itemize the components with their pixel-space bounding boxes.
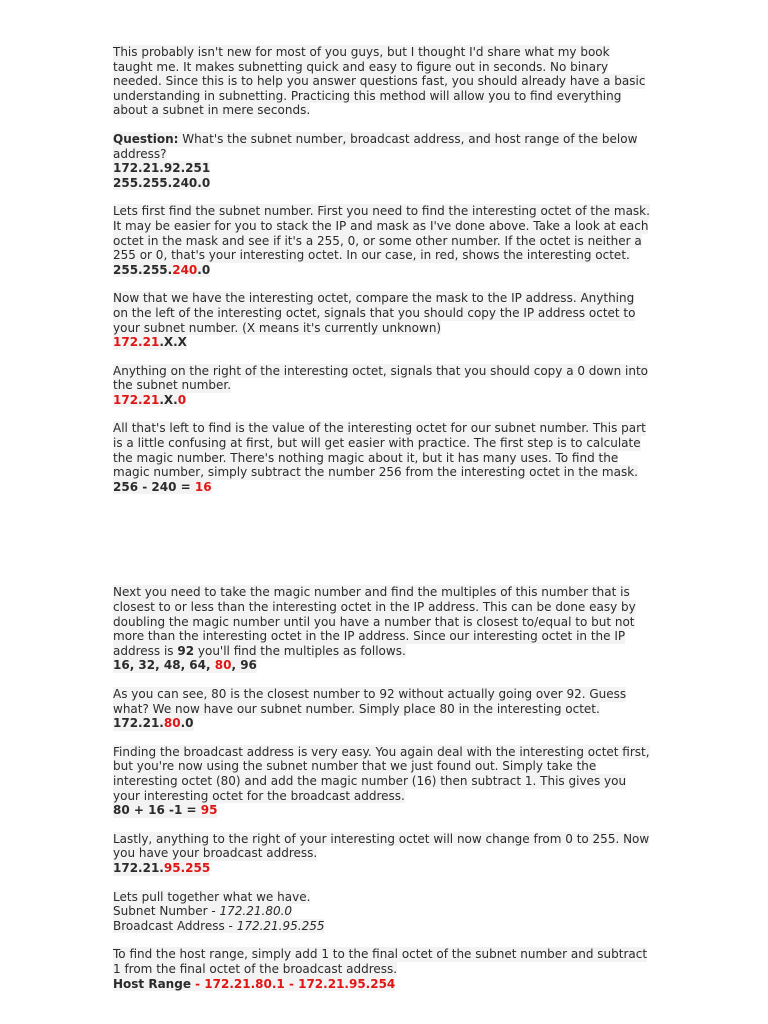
text-line bbox=[113, 60, 608, 75]
text-line bbox=[113, 378, 231, 393]
text-line bbox=[113, 846, 317, 861]
text-line bbox=[113, 904, 292, 919]
paragraph-spacer bbox=[113, 407, 658, 421]
bold-text: .X. bbox=[159, 392, 178, 407]
paragraph-broadcast-address bbox=[113, 832, 658, 876]
highlighted-value: 16 bbox=[194, 479, 212, 494]
highlighted-value: 0 bbox=[177, 392, 187, 407]
bold-text: .0 bbox=[197, 262, 211, 277]
highlighted-value: 95 bbox=[200, 803, 218, 818]
text-line bbox=[113, 585, 630, 600]
paragraph-spacer bbox=[113, 933, 658, 947]
text-segment: on the left of the interesting octet, signals that you should copy the IP address octet to bbox=[113, 305, 636, 320]
paragraph-spacer bbox=[113, 118, 658, 132]
text-segment: 1 from the final octet of the broadcast address. bbox=[113, 961, 398, 976]
text-line bbox=[113, 204, 650, 219]
text-line bbox=[113, 161, 210, 176]
text-line bbox=[113, 364, 648, 379]
text-segment: As you can see, 80 is the closest number to 92 without actually going over 92. Guess bbox=[113, 687, 627, 701]
text-segment: is a little confusing at first, but will get easier with practice. The first step is to calculate bbox=[113, 436, 641, 451]
text-line bbox=[113, 947, 647, 962]
text-segment: you have your broadcast address. bbox=[113, 846, 318, 861]
paragraph-spacer bbox=[113, 876, 658, 890]
paragraph-subnet-number bbox=[113, 687, 658, 731]
text-line bbox=[113, 644, 406, 659]
text-segment: closest to or less than the interesting octet in the IP address. This can be done easy by bbox=[113, 600, 636, 615]
paragraph-spacer bbox=[113, 190, 658, 204]
text-line bbox=[113, 600, 636, 615]
text-line bbox=[113, 421, 646, 436]
paragraph-spacer bbox=[113, 818, 658, 832]
text-segment: the magic number. There's nothing magic about it, but it has many uses. To find the bbox=[113, 450, 619, 465]
text-segment: To find the host range, simply add 1 to the final octet of the subnet number and subtract bbox=[113, 947, 648, 962]
text-line bbox=[113, 465, 638, 480]
text-line bbox=[113, 74, 645, 89]
text-segment: magic number, simply subtract the number 256 from the interesting octet in the mask. bbox=[113, 465, 638, 480]
text-segment: Lastly, anything to the right of your interesting octet will now change from 0 to 255. Now bbox=[113, 831, 650, 846]
text-segment: Lets pull together what we have. bbox=[113, 889, 311, 904]
text-segment: Anything on the right of the interesting octet, signals that you should copy a 0 down into bbox=[113, 363, 648, 378]
bold-text: 255.255.240.0 bbox=[113, 175, 211, 190]
text-segment: understanding in subnetting. Practicing this method will allow you to find everything bbox=[113, 88, 622, 103]
text-segment: octet in the mask and see if it's a 255, 0, or some other number. If the octet is neither a bbox=[113, 233, 642, 248]
text-line bbox=[113, 832, 649, 847]
paragraph-multiples bbox=[113, 585, 658, 673]
text-segment: Broadcast Address - bbox=[113, 918, 237, 933]
bold-text: Question: bbox=[113, 131, 179, 146]
text-line bbox=[113, 451, 618, 466]
text-segment: needed. Since this is to help you answer questions fast, you should already have a basic bbox=[113, 74, 646, 89]
highlighted-value: 172.21.80.1 - 172.21.95.254 bbox=[204, 976, 396, 991]
bold-text: 172.21.92.251 bbox=[113, 161, 211, 176]
bold-text: 172.21. bbox=[113, 716, 164, 731]
italic-value: 172.21.80.0 bbox=[219, 904, 293, 919]
bold-text: 172.21. bbox=[113, 860, 164, 875]
text-segment: but you're now using the subnet number that we just found out. Simply take the bbox=[113, 759, 597, 774]
paragraph-spacer bbox=[113, 731, 658, 745]
text-line bbox=[113, 615, 635, 630]
bold-text: .0 bbox=[180, 716, 194, 731]
paragraph-find-interesting-octet bbox=[113, 204, 658, 277]
text-line bbox=[113, 480, 212, 495]
text-segment: address is bbox=[113, 643, 178, 658]
text-line bbox=[113, 234, 642, 249]
paragraph-spacer bbox=[113, 277, 658, 291]
text-line bbox=[113, 789, 405, 804]
text-segment: It may be easier for you to stack the IP and mask as I've done above. Take a look at each bbox=[113, 218, 649, 233]
document-body bbox=[113, 45, 658, 991]
text-line bbox=[113, 219, 648, 234]
text-line bbox=[113, 103, 310, 118]
text-line bbox=[113, 132, 637, 147]
text-line bbox=[113, 977, 395, 992]
text-line bbox=[113, 687, 626, 702]
highlighted-value: 80 bbox=[163, 716, 181, 731]
text-segment: the subnet number. bbox=[113, 378, 232, 393]
paragraph-host-range bbox=[113, 947, 658, 991]
text-line bbox=[113, 291, 634, 306]
highlighted-value: - bbox=[190, 976, 205, 991]
text-segment: What's the subnet number, broadcast address, and host range of the below bbox=[178, 131, 638, 146]
paragraph-compare-left bbox=[113, 291, 658, 349]
text-line bbox=[113, 658, 257, 673]
text-segment: Now that we have the interesting octet, compare the mask to the IP address. Anything bbox=[113, 291, 635, 306]
text-segment: your subnet number. (X means it's currently unknown) bbox=[113, 320, 442, 335]
text-segment: interesting octet (80) and add the magic number (16) then subtract 1. This gives you bbox=[113, 773, 627, 788]
highlighted-value: 240 bbox=[172, 262, 198, 277]
text-line bbox=[113, 745, 650, 760]
paragraph-broadcast-octet bbox=[113, 745, 658, 818]
text-segment: about a subnet in mere seconds. bbox=[113, 103, 311, 118]
text-line bbox=[113, 702, 600, 717]
paragraph-magic-number bbox=[113, 421, 658, 494]
text-line bbox=[113, 861, 210, 876]
bold-text: , 96 bbox=[231, 658, 257, 673]
text-line bbox=[113, 716, 194, 731]
text-line bbox=[113, 321, 441, 336]
bold-text: 92 bbox=[177, 643, 195, 658]
highlighted-value: 80 bbox=[214, 658, 232, 673]
text-line bbox=[113, 176, 210, 191]
text-line bbox=[113, 962, 397, 977]
text-line bbox=[113, 335, 187, 350]
text-line bbox=[113, 803, 217, 818]
bold-text: 16, 32, 48, 64, bbox=[113, 658, 215, 673]
text-segment: more than the interesting octet in the IP address. Since our interesting octet in the IP bbox=[113, 629, 626, 644]
text-line bbox=[113, 890, 310, 905]
bold-text: 255.255. bbox=[113, 262, 173, 277]
text-segment: doubling the magic number until you have a number that is closest to/equal to but not bbox=[113, 614, 635, 629]
paragraph-summary bbox=[113, 890, 658, 934]
text-segment: Lets first find the subnet number. First you need to find the interesting octet of the mask. bbox=[113, 204, 650, 219]
paragraph-intro bbox=[113, 45, 658, 118]
text-segment: taught me. It makes subnetting quick and easy to figure out in seconds. No binary bbox=[113, 59, 609, 74]
text-line bbox=[113, 45, 610, 60]
paragraph-compare-right bbox=[113, 364, 658, 408]
text-segment: Next you need to take the magic number and find the multiples of this number that is bbox=[113, 585, 630, 600]
text-segment: what? We now have our subnet number. Simply place 80 in the interesting octet. bbox=[113, 701, 600, 716]
text-line bbox=[113, 393, 186, 408]
text-segment: your interesting octet for the broadcast address. bbox=[113, 788, 405, 803]
text-segment: Finding the broadcast address is very easy. You again deal with the interesting octet first, bbox=[113, 744, 650, 759]
bold-text: 80 + 16 -1 = bbox=[113, 803, 201, 818]
paragraph-spacer bbox=[113, 350, 658, 364]
text-line bbox=[113, 263, 210, 278]
text-line bbox=[113, 89, 621, 104]
highlighted-value: 172.21 bbox=[113, 335, 160, 350]
text-segment: This probably isn't new for most of you guys, but I thought I'd share what my book bbox=[113, 45, 610, 59]
highlighted-value: 172.21 bbox=[113, 392, 160, 407]
text-line bbox=[113, 248, 630, 263]
text-line bbox=[113, 436, 641, 451]
text-line bbox=[113, 306, 635, 321]
text-line bbox=[113, 629, 625, 644]
bold-text: 256 - 240 = bbox=[113, 479, 195, 494]
text-segment: 255 or 0, that's your interesting octet. In our case, in red, shows the interesting octet. bbox=[113, 248, 630, 263]
text-segment: address? bbox=[113, 146, 167, 161]
text-segment: All that's left to find is the value of the interesting octet for our subnet number. This part bbox=[113, 421, 646, 436]
italic-value: 172.21.95.255 bbox=[236, 918, 325, 933]
text-line bbox=[113, 759, 596, 774]
text-segment: you'll find the multiples as follows. bbox=[194, 643, 406, 658]
highlighted-value: 95.255 bbox=[163, 860, 211, 875]
text-line bbox=[113, 774, 626, 789]
paragraph-spacer bbox=[113, 673, 658, 687]
text-line bbox=[113, 147, 167, 162]
bold-text: .X.X bbox=[159, 335, 187, 350]
bold-text: Host Range bbox=[113, 976, 191, 991]
paragraph-spacer bbox=[113, 494, 658, 585]
text-line bbox=[113, 919, 324, 934]
text-segment: Subnet Number - bbox=[113, 904, 220, 919]
paragraph-question bbox=[113, 132, 658, 190]
